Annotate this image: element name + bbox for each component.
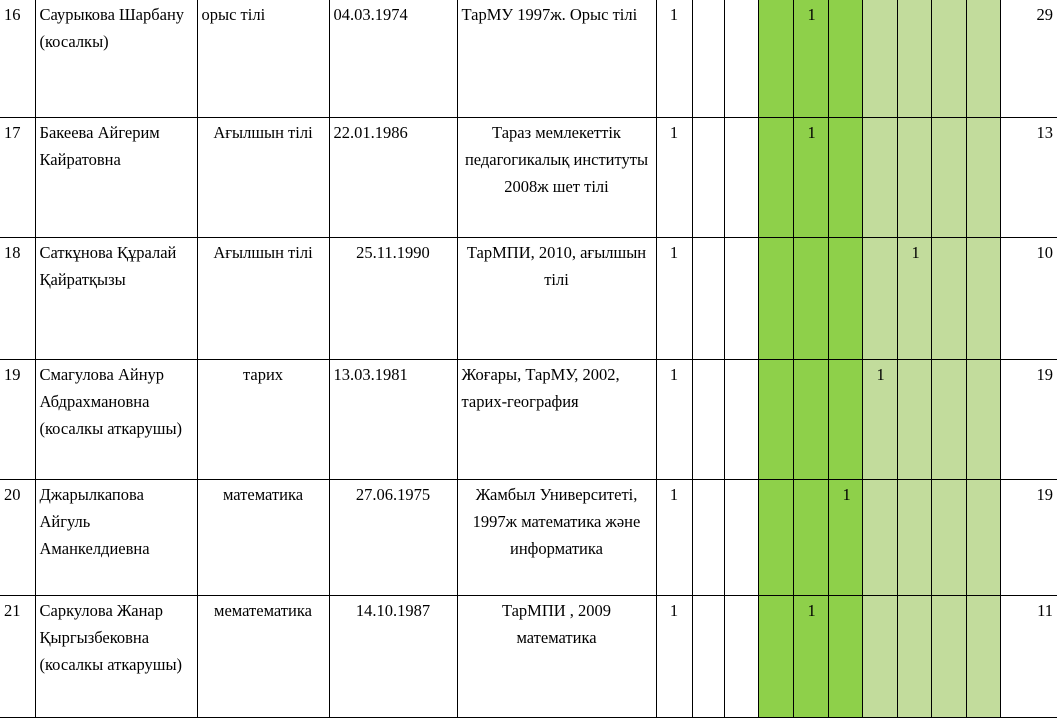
mark-cell bbox=[692, 595, 724, 717]
mark-cell bbox=[897, 479, 931, 595]
mark-cell: 1 bbox=[793, 595, 828, 717]
mark-cell bbox=[828, 117, 862, 237]
total-cell: 11 bbox=[1000, 595, 1057, 717]
mark-cell bbox=[862, 117, 897, 237]
total-cell: 29 bbox=[1000, 0, 1057, 117]
mark-cell bbox=[724, 117, 758, 237]
mark-cell bbox=[931, 595, 966, 717]
mark-cell bbox=[897, 117, 931, 237]
mark-cell bbox=[828, 237, 862, 359]
education: Жамбыл Университеті, 1997ж математика және информатика bbox=[457, 479, 656, 595]
mark-cell bbox=[828, 359, 862, 479]
mark-cell bbox=[828, 0, 862, 117]
education: ТарМПИ, 2010, ағылшын тілі bbox=[457, 237, 656, 359]
row-number: 16 bbox=[0, 0, 35, 117]
birth-date: 27.06.1975 bbox=[329, 479, 457, 595]
mark-cell bbox=[966, 0, 1000, 117]
subject: орыс тілі bbox=[197, 0, 329, 117]
mark-cell bbox=[793, 479, 828, 595]
teacher-name: Саткұнова Құралай Қайратқызы bbox=[35, 237, 197, 359]
count-cell: 1 bbox=[656, 479, 692, 595]
table-row bbox=[0, 237, 1057, 359]
mark-cell bbox=[724, 359, 758, 479]
mark-cell bbox=[724, 595, 758, 717]
mark-cell bbox=[692, 117, 724, 237]
count-cell: 1 bbox=[656, 117, 692, 237]
count-cell: 1 bbox=[656, 359, 692, 479]
mark-cell bbox=[793, 237, 828, 359]
education: Тараз мемлекеттік педагогикалық институты 2008ж шет тілі bbox=[457, 117, 656, 237]
mark-cell: 1 bbox=[793, 117, 828, 237]
mark-cell bbox=[897, 595, 931, 717]
table-row bbox=[0, 0, 1057, 117]
count-cell: 1 bbox=[656, 0, 692, 117]
teacher-name: Саркулова Жанар Қыргызбековна (косалкы аткарушы) bbox=[35, 595, 197, 717]
mark-cell bbox=[931, 359, 966, 479]
total-cell: 13 bbox=[1000, 117, 1057, 237]
birth-date: 13.03.1981 bbox=[329, 359, 457, 479]
birth-date: 25.11.1990 bbox=[329, 237, 457, 359]
birth-date: 22.01.1986 bbox=[329, 117, 457, 237]
table-row bbox=[0, 117, 1057, 237]
row-number: 18 bbox=[0, 237, 35, 359]
row-number: 17 bbox=[0, 117, 35, 237]
mark-cell bbox=[758, 359, 793, 479]
mark-cell bbox=[897, 359, 931, 479]
teacher-name: Джарылкапова Айгуль Аманкелдиевна bbox=[35, 479, 197, 595]
total-cell: 19 bbox=[1000, 359, 1057, 479]
mark-cell bbox=[724, 0, 758, 117]
mark-cell bbox=[692, 359, 724, 479]
mark-cell bbox=[758, 595, 793, 717]
mark-cell bbox=[862, 0, 897, 117]
table-row bbox=[0, 479, 1057, 595]
teacher-name: Смагулова Айнур Абдрахмановна (косалкы аткарушы) bbox=[35, 359, 197, 479]
education: Жоғары, ТарМУ, 2002, тарих-география bbox=[457, 359, 656, 479]
mark-cell bbox=[692, 479, 724, 595]
mark-cell: 1 bbox=[897, 237, 931, 359]
subject: тарих bbox=[197, 359, 329, 479]
birth-date: 14.10.1987 bbox=[329, 595, 457, 717]
mark-cell bbox=[758, 237, 793, 359]
mark-cell bbox=[966, 595, 1000, 717]
table-row bbox=[0, 595, 1057, 717]
mark-cell bbox=[931, 0, 966, 117]
education: ТарМПИ , 2009 математика bbox=[457, 595, 656, 717]
row-number: 20 bbox=[0, 479, 35, 595]
row-number: 21 bbox=[0, 595, 35, 717]
total-cell: 10 bbox=[1000, 237, 1057, 359]
mark-cell bbox=[828, 595, 862, 717]
mark-cell bbox=[692, 0, 724, 117]
mark-cell bbox=[966, 117, 1000, 237]
mark-cell: 1 bbox=[862, 359, 897, 479]
mark-cell bbox=[692, 237, 724, 359]
mark-cell: 1 bbox=[828, 479, 862, 595]
subject: мематематика bbox=[197, 595, 329, 717]
mark-cell bbox=[897, 0, 931, 117]
education: ТарМУ 1997ж. Орыс тілі bbox=[457, 0, 656, 117]
mark-cell bbox=[862, 595, 897, 717]
mark-cell bbox=[862, 237, 897, 359]
teacher-name: Бакеева Айгерим Кайратовна bbox=[35, 117, 197, 237]
mark-cell: 1 bbox=[793, 0, 828, 117]
mark-cell bbox=[793, 359, 828, 479]
mark-cell bbox=[966, 237, 1000, 359]
subject: Ағылшын тілі bbox=[197, 237, 329, 359]
mark-cell bbox=[931, 117, 966, 237]
total-cell: 19 bbox=[1000, 479, 1057, 595]
mark-cell bbox=[758, 0, 793, 117]
mark-cell bbox=[758, 117, 793, 237]
teacher-name: Саурыкова Шарбану (косалкы) bbox=[35, 0, 197, 117]
mark-cell bbox=[862, 479, 897, 595]
mark-cell bbox=[724, 479, 758, 595]
mark-cell bbox=[758, 479, 793, 595]
row-number: 19 bbox=[0, 359, 35, 479]
count-cell: 1 bbox=[656, 237, 692, 359]
mark-cell bbox=[931, 237, 966, 359]
count-cell: 1 bbox=[656, 595, 692, 717]
birth-date: 04.03.1974 bbox=[329, 0, 457, 117]
mark-cell bbox=[966, 479, 1000, 595]
mark-cell bbox=[931, 479, 966, 595]
mark-cell bbox=[724, 237, 758, 359]
subject: Ағылшын тілі bbox=[197, 117, 329, 237]
table-row bbox=[0, 359, 1057, 479]
mark-cell bbox=[966, 359, 1000, 479]
subject: математика bbox=[197, 479, 329, 595]
